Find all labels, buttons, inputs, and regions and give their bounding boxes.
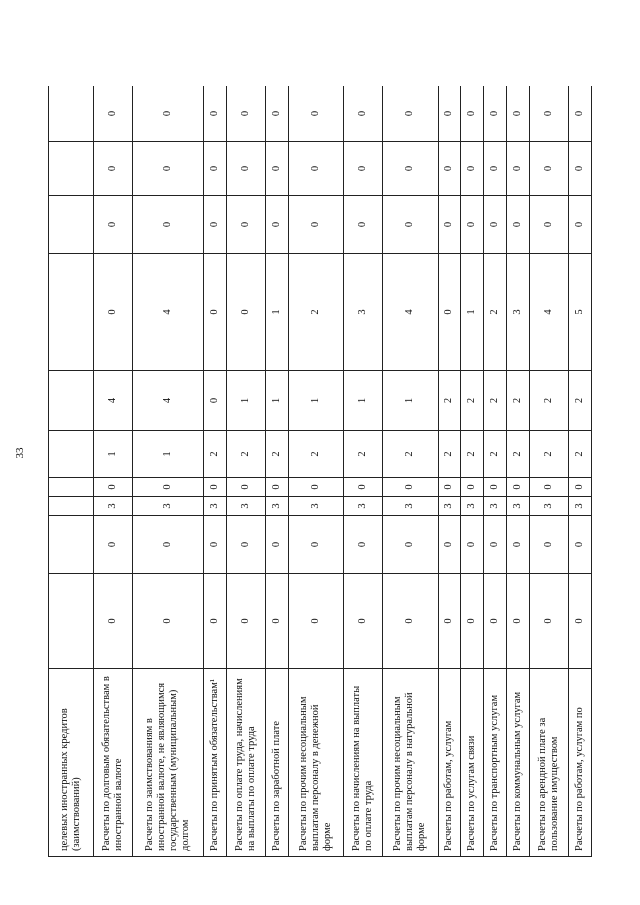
cell: 0 bbox=[507, 196, 530, 254]
table-row bbox=[94, 86, 133, 857]
row-label: Расчеты по прочим несоциальным выплатам персоналу в денежной форме bbox=[289, 669, 344, 857]
row-label: Расчеты по прочим несоциальным выплатам персоналу в натуральной форме bbox=[383, 669, 438, 857]
row-label: Расчеты по заимствованиям в иностранной валюте, не являющимся государственным (муниципальным) долгом bbox=[133, 669, 204, 857]
cell: 0 bbox=[204, 142, 227, 196]
row-label: Расчеты по транспортным услугам bbox=[484, 669, 507, 857]
cell: 0 bbox=[94, 478, 133, 497]
table-row bbox=[49, 86, 94, 857]
cell: 0 bbox=[484, 478, 507, 497]
cell bbox=[49, 478, 94, 497]
cell: 0 bbox=[344, 574, 383, 669]
cell: 0 bbox=[266, 86, 289, 142]
cell: 1 bbox=[266, 371, 289, 431]
cell: 0 bbox=[266, 142, 289, 196]
cell: 0 bbox=[530, 478, 569, 497]
cell bbox=[49, 196, 94, 254]
cell: 2 bbox=[438, 371, 461, 431]
cell: 0 bbox=[569, 516, 592, 574]
row-label: Расчеты по долговым обязательствам в иностранной валюте bbox=[94, 669, 133, 857]
cell: 0 bbox=[569, 574, 592, 669]
cell: 0 bbox=[530, 86, 569, 142]
cell: 0 bbox=[507, 574, 530, 669]
cell: 0 bbox=[204, 86, 227, 142]
cell: 0 bbox=[484, 574, 507, 669]
cell bbox=[49, 516, 94, 574]
cell: 1 bbox=[266, 254, 289, 371]
cell: 2 bbox=[289, 254, 344, 371]
cell: 0 bbox=[94, 86, 133, 142]
cell: 0 bbox=[438, 196, 461, 254]
cell: 1 bbox=[94, 431, 133, 478]
cell: 3 bbox=[461, 497, 484, 516]
cell: 2 bbox=[569, 371, 592, 431]
table-wrap bbox=[48, 86, 592, 857]
cell: 3 bbox=[289, 497, 344, 516]
cell: 0 bbox=[530, 142, 569, 196]
cell: 3 bbox=[438, 497, 461, 516]
cell: 5 bbox=[569, 254, 592, 371]
cell: 0 bbox=[266, 574, 289, 669]
cell: 0 bbox=[438, 478, 461, 497]
cell: 4 bbox=[94, 371, 133, 431]
cell: 1 bbox=[383, 371, 438, 431]
row-label: Расчеты по работам, услугам bbox=[438, 669, 461, 857]
cell bbox=[49, 371, 94, 431]
cell: 0 bbox=[461, 196, 484, 254]
cell: 0 bbox=[204, 371, 227, 431]
table-row bbox=[484, 86, 507, 857]
cell: 2 bbox=[569, 431, 592, 478]
cell: 0 bbox=[461, 478, 484, 497]
cell: 0 bbox=[461, 574, 484, 669]
cell: 0 bbox=[227, 478, 266, 497]
cell bbox=[49, 431, 94, 478]
cell: 0 bbox=[289, 86, 344, 142]
cell: 1 bbox=[461, 254, 484, 371]
cell: 2 bbox=[204, 431, 227, 478]
cell: 3 bbox=[344, 497, 383, 516]
cell: 0 bbox=[484, 196, 507, 254]
cell: 2 bbox=[484, 371, 507, 431]
cell: 0 bbox=[461, 86, 484, 142]
cell: 0 bbox=[569, 478, 592, 497]
cell: 0 bbox=[94, 196, 133, 254]
table-row bbox=[530, 86, 569, 857]
cell: 2 bbox=[438, 431, 461, 478]
cell bbox=[49, 86, 94, 142]
cell: 0 bbox=[569, 196, 592, 254]
cell: 3 bbox=[530, 497, 569, 516]
cell: 3 bbox=[569, 497, 592, 516]
table-row bbox=[569, 86, 592, 857]
cell: 0 bbox=[569, 86, 592, 142]
cell: 0 bbox=[438, 516, 461, 574]
cell: 0 bbox=[266, 196, 289, 254]
cell: 0 bbox=[227, 142, 266, 196]
cell: 0 bbox=[530, 516, 569, 574]
cell: 0 bbox=[507, 516, 530, 574]
cell: 2 bbox=[530, 431, 569, 478]
cell: 0 bbox=[383, 142, 438, 196]
page-number: 33 bbox=[14, 447, 26, 459]
cell: 0 bbox=[507, 142, 530, 196]
cell bbox=[49, 497, 94, 516]
table-body bbox=[49, 86, 592, 857]
cell: 0 bbox=[133, 196, 204, 254]
row-label: Расчеты по услугам связи bbox=[461, 669, 484, 857]
cell: 0 bbox=[289, 142, 344, 196]
cell: 3 bbox=[344, 254, 383, 371]
cell bbox=[49, 142, 94, 196]
cell: 0 bbox=[289, 478, 344, 497]
cell: 0 bbox=[438, 254, 461, 371]
cell: 0 bbox=[204, 196, 227, 254]
cell: 0 bbox=[227, 86, 266, 142]
cell: 3 bbox=[484, 497, 507, 516]
row-label: Расчеты по арендной плате за пользование имуществом bbox=[530, 669, 569, 857]
cell: 1 bbox=[227, 371, 266, 431]
cell: 0 bbox=[484, 86, 507, 142]
cell: 0 bbox=[344, 86, 383, 142]
cell: 0 bbox=[227, 516, 266, 574]
cell: 3 bbox=[266, 497, 289, 516]
cell: 0 bbox=[94, 574, 133, 669]
table-row bbox=[344, 86, 383, 857]
row-label: Расчеты по оплате труда, начислениям на выплаты по оплате труда bbox=[227, 669, 266, 857]
row-label: Расчеты по работам, услугам по bbox=[569, 669, 592, 857]
cell bbox=[49, 574, 94, 669]
cell: 0 bbox=[227, 196, 266, 254]
cell: 4 bbox=[133, 371, 204, 431]
cell: 0 bbox=[227, 574, 266, 669]
cell: 0 bbox=[266, 516, 289, 574]
cell: 0 bbox=[227, 254, 266, 371]
cell: 0 bbox=[438, 86, 461, 142]
cell: 3 bbox=[94, 497, 133, 516]
cell: 2 bbox=[344, 431, 383, 478]
table-row bbox=[507, 86, 530, 857]
cell: 0 bbox=[94, 254, 133, 371]
cell: 2 bbox=[266, 431, 289, 478]
cell: 0 bbox=[461, 142, 484, 196]
table-row bbox=[438, 86, 461, 857]
cell: 4 bbox=[383, 254, 438, 371]
cell: 4 bbox=[133, 254, 204, 371]
table-row bbox=[227, 86, 266, 857]
cell: 0 bbox=[530, 196, 569, 254]
row-label: Расчеты по коммунальным услугам bbox=[507, 669, 530, 857]
cell: 0 bbox=[383, 86, 438, 142]
row-label: Расчеты по заработной плате bbox=[266, 669, 289, 857]
cell: 2 bbox=[461, 371, 484, 431]
cell: 2 bbox=[383, 431, 438, 478]
table-row bbox=[289, 86, 344, 857]
row-label: Расчеты по начислениям на выплаты по оплате труда bbox=[344, 669, 383, 857]
cell: 0 bbox=[507, 478, 530, 497]
cell: 0 bbox=[484, 516, 507, 574]
cell: 2 bbox=[530, 371, 569, 431]
cell: 3 bbox=[227, 497, 266, 516]
cell: 0 bbox=[266, 478, 289, 497]
cell: 0 bbox=[289, 196, 344, 254]
cell: 0 bbox=[133, 142, 204, 196]
row-label: целевых иностранных кредитов (заимствований) bbox=[49, 669, 94, 857]
cell: 0 bbox=[289, 574, 344, 669]
table-row bbox=[383, 86, 438, 857]
table-row bbox=[266, 86, 289, 857]
cell: 0 bbox=[383, 574, 438, 669]
cell: 0 bbox=[133, 574, 204, 669]
cell: 0 bbox=[344, 478, 383, 497]
cell: 0 bbox=[204, 478, 227, 497]
cell: 0 bbox=[133, 516, 204, 574]
cell: 3 bbox=[133, 497, 204, 516]
cell: 1 bbox=[289, 371, 344, 431]
cell: 3 bbox=[507, 497, 530, 516]
cell: 0 bbox=[344, 516, 383, 574]
cell: 0 bbox=[569, 142, 592, 196]
cell: 0 bbox=[344, 196, 383, 254]
cell: 4 bbox=[530, 254, 569, 371]
cell: 2 bbox=[289, 431, 344, 478]
cell: 1 bbox=[344, 371, 383, 431]
cell: 2 bbox=[507, 431, 530, 478]
cell: 0 bbox=[507, 86, 530, 142]
cell: 0 bbox=[94, 516, 133, 574]
cell: 0 bbox=[383, 478, 438, 497]
table-row bbox=[204, 86, 227, 857]
cell: 0 bbox=[438, 142, 461, 196]
cell: 0 bbox=[484, 142, 507, 196]
cell: 2 bbox=[227, 431, 266, 478]
cell: 0 bbox=[204, 574, 227, 669]
table-row bbox=[133, 86, 204, 857]
cell: 3 bbox=[507, 254, 530, 371]
table-row bbox=[461, 86, 484, 857]
cell: 3 bbox=[204, 497, 227, 516]
cell: 3 bbox=[383, 497, 438, 516]
cell: 2 bbox=[484, 431, 507, 478]
cell bbox=[49, 254, 94, 371]
cell: 0 bbox=[133, 86, 204, 142]
cell: 0 bbox=[204, 254, 227, 371]
cell: 0 bbox=[461, 516, 484, 574]
rotated-table-area bbox=[48, 86, 592, 857]
cell: 0 bbox=[383, 196, 438, 254]
cell: 2 bbox=[484, 254, 507, 371]
cell: 0 bbox=[133, 478, 204, 497]
accounts-table bbox=[48, 86, 592, 857]
cell: 0 bbox=[530, 574, 569, 669]
cell: 2 bbox=[461, 431, 484, 478]
cell: 0 bbox=[383, 516, 438, 574]
cell: 0 bbox=[204, 516, 227, 574]
cell: 0 bbox=[94, 142, 133, 196]
cell: 0 bbox=[438, 574, 461, 669]
cell: 0 bbox=[289, 516, 344, 574]
row-label: Расчеты по принятым обязательствам¹ bbox=[204, 669, 227, 857]
cell: 0 bbox=[344, 142, 383, 196]
cell: 2 bbox=[507, 371, 530, 431]
cell: 1 bbox=[133, 431, 204, 478]
